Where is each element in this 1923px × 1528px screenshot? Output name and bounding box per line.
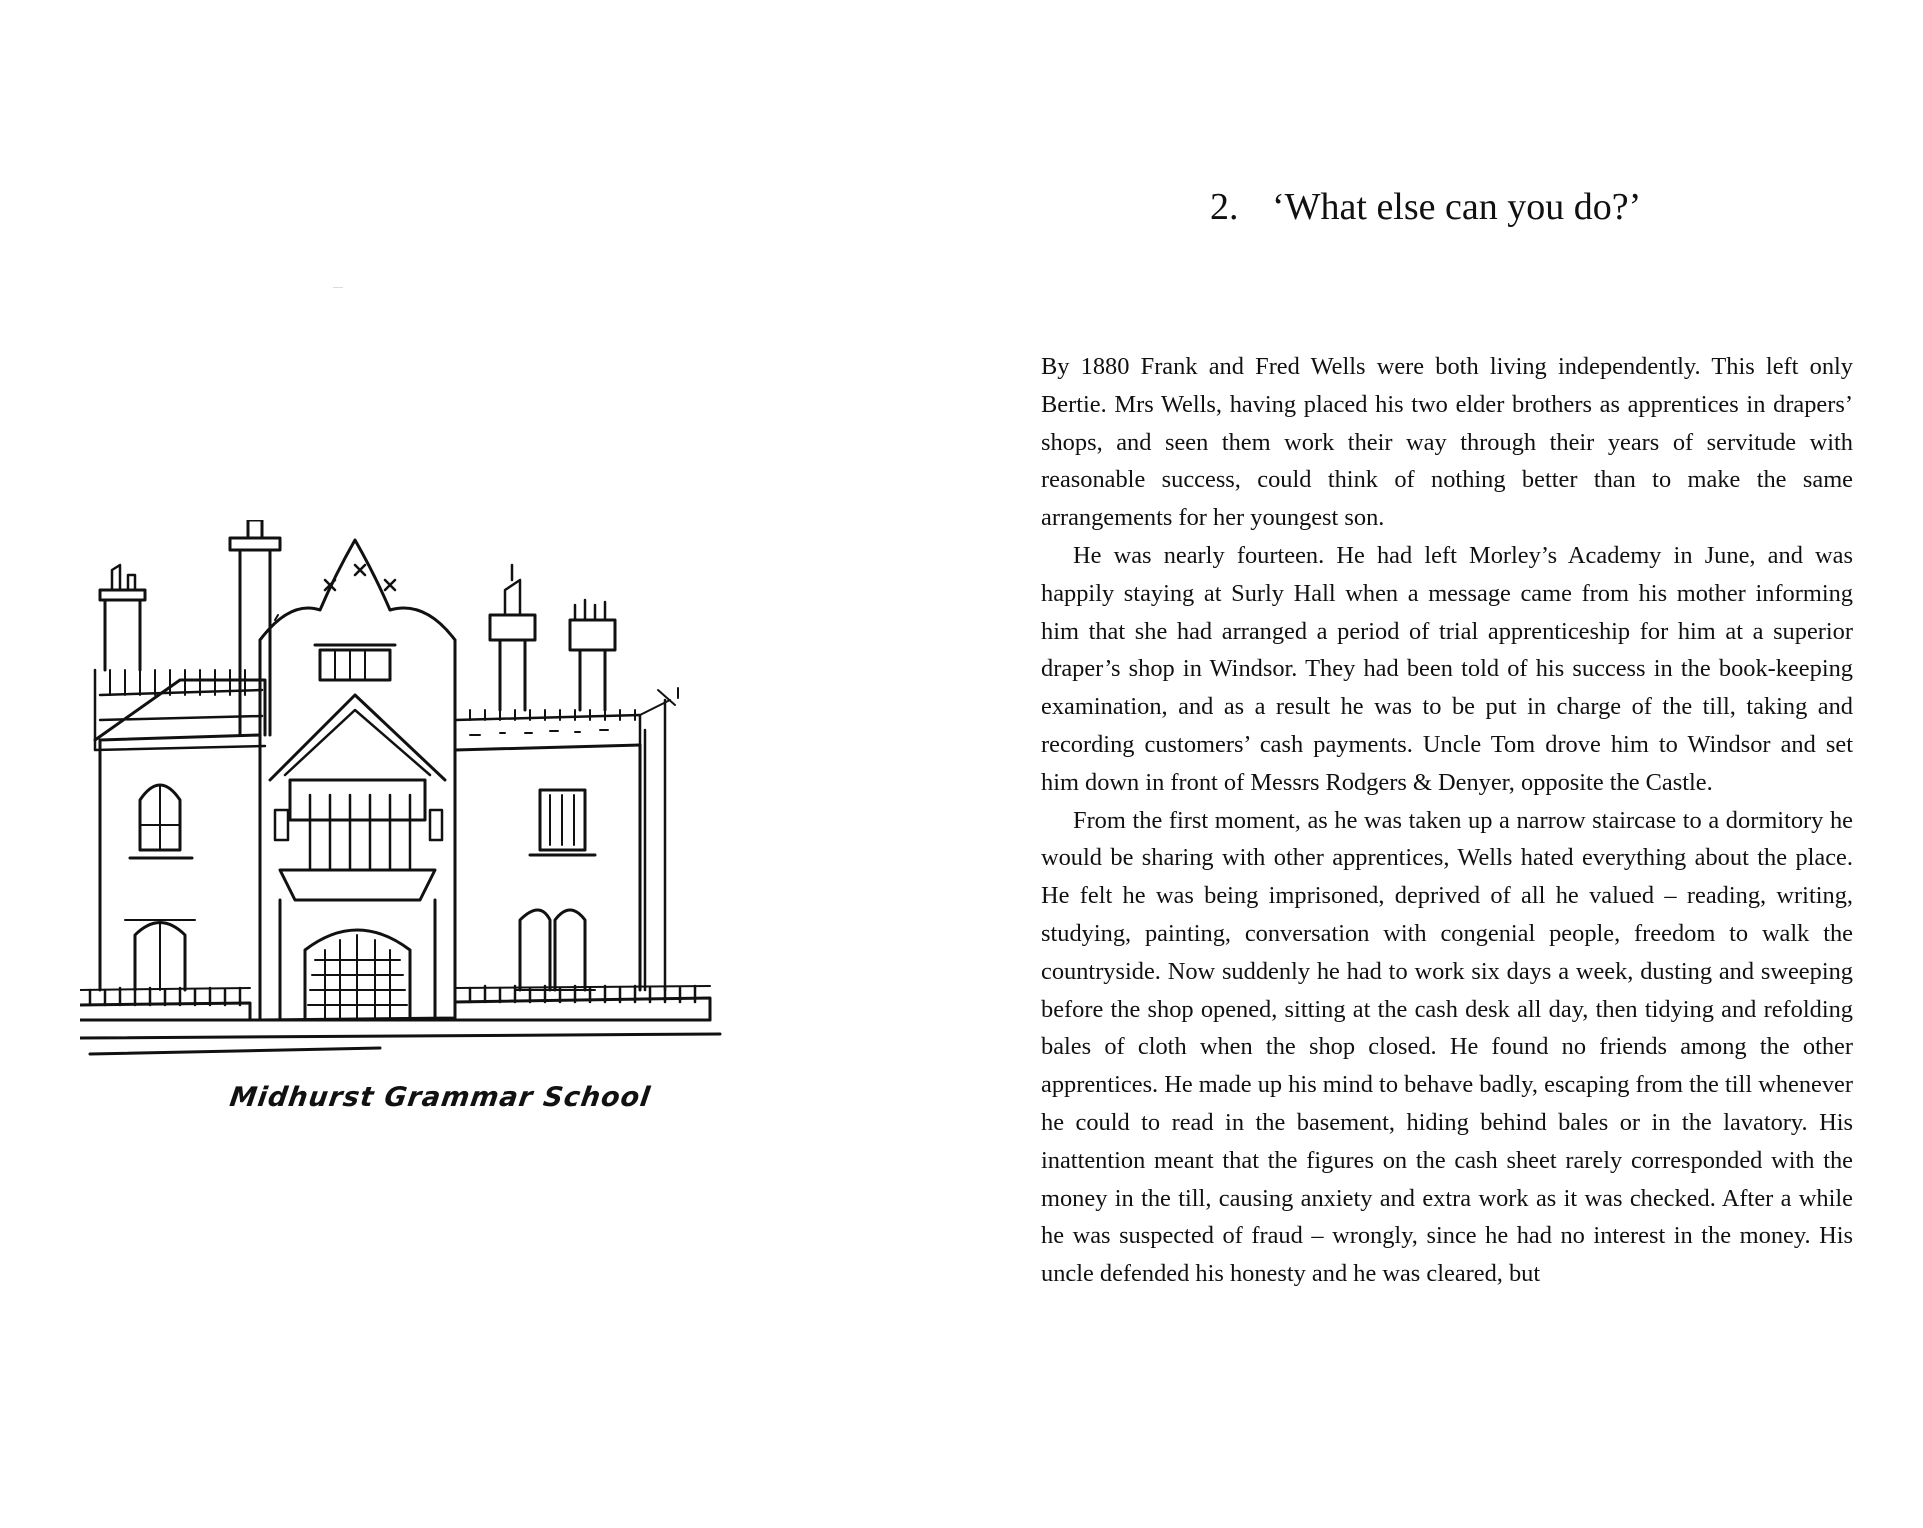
building-sketch-icon bbox=[80, 520, 890, 1060]
chapter-title: ‘What else can you do?’ bbox=[1272, 186, 1642, 228]
paragraph-2: He was nearly fourteen. He had left Morley’s Academy in June, and was happily staying at Surly Hall when a message came from his mother informing him that she had arranged a period of trial apprenticeship for him at a superior draper’s shop in Windsor. They had been told of his success in the book-keeping examination, and as a result he was to be put in charge of the till, taking and recording customers’ cash payments. Uncle Tom drove him to Windsor and set him down in front of Messrs Rodgers & Denyer, opposite the Castle. bbox=[1041, 541, 1853, 796]
paragraph-3: From the first moment, as he was taken up a narrow staircase to a dormitory he would be sharing with other apprentices, Wells hated everything about the place. He felt he was being imprisoned, deprived of all he valued – reading, writing, studying, painting, conversation with congenial people, freedom to walk the countryside. Now suddenly he had to work six days a week, dusting and sweeping before the shop opened, sitting at the cash desk all day, then tidying and refolding bales of cloth when the shop closed. He found no friends among the other apprentices. He made up his mind to behave badly, escaping from the till whenever he could to read in the basement, hiding behind bales or in the lavatory. His inattention meant that the figures on the cash sheet rarely corresponded with the money in the till, causing anxiety and extra work as it was checked. After a while he was suspected of fraud – wrongly, since he had no interest in the money. His uncle defended his honesty and he was cleared, but bbox=[1041, 806, 1853, 1288]
chapter-heading bbox=[1210, 185, 1641, 229]
left-page bbox=[0, 0, 960, 1528]
chapter-number: 2. bbox=[1210, 186, 1239, 228]
right-page bbox=[960, 0, 1923, 1528]
body-text bbox=[1041, 348, 1853, 1293]
illustration-caption: Midhurst Grammar School bbox=[227, 1082, 653, 1113]
paragraph-1: By 1880 Frank and Fred Wells were both living independently. This left only Bertie. Mrs Wells, having placed his two elder brothers as apprentices in drapers’ shops, and seen them work their way through their years of servitude with reasonable success, could think of nothing better than to make the same arrangements for her youngest son. bbox=[1041, 353, 1853, 532]
page-mark bbox=[333, 287, 343, 288]
